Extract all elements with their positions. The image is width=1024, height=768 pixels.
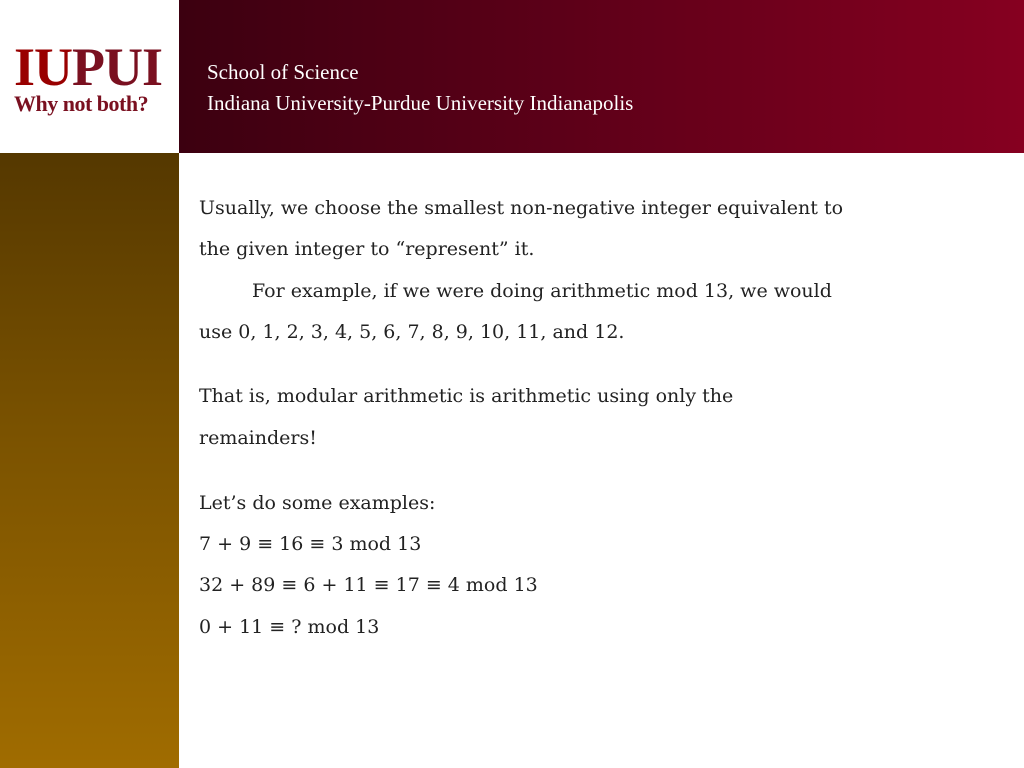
header-banner	[179, 0, 1024, 153]
logo-tagline: Why not both?	[14, 91, 149, 116]
body-line: Let’s do some examples:	[199, 492, 436, 514]
body-line: the given integer to “represent” it.	[199, 238, 535, 260]
equation-line: 7 + 9 ≡ 16 ≡ 3 mod 13	[199, 533, 422, 555]
header-university: Indiana University-Purdue University Indianapolis	[207, 91, 634, 115]
body-line: remainders!	[199, 427, 317, 449]
body-line: use 0, 1, 2, 3, 4, 5, 6, 7, 8, 9, 10, 11, and 12.	[199, 321, 625, 343]
body-line: That is, modular arithmetic is arithmetic using only the	[199, 385, 734, 407]
equation-line: 32 + 89 ≡ 6 + 11 ≡ 17 ≡ 4 mod 13	[199, 574, 538, 596]
body-line: Usually, we choose the smallest non-negative integer equivalent to	[199, 197, 844, 219]
logo	[0, 0, 179, 153]
header-school: School of Science	[207, 60, 359, 84]
sidebar-band	[0, 153, 179, 768]
equation-line: 0 + 11 ≡ ? mod 13	[199, 616, 380, 638]
body-line: For example, if we were doing arithmetic mod 13, we would	[252, 280, 832, 302]
logo-wordmark: IUPUI	[14, 37, 163, 97]
